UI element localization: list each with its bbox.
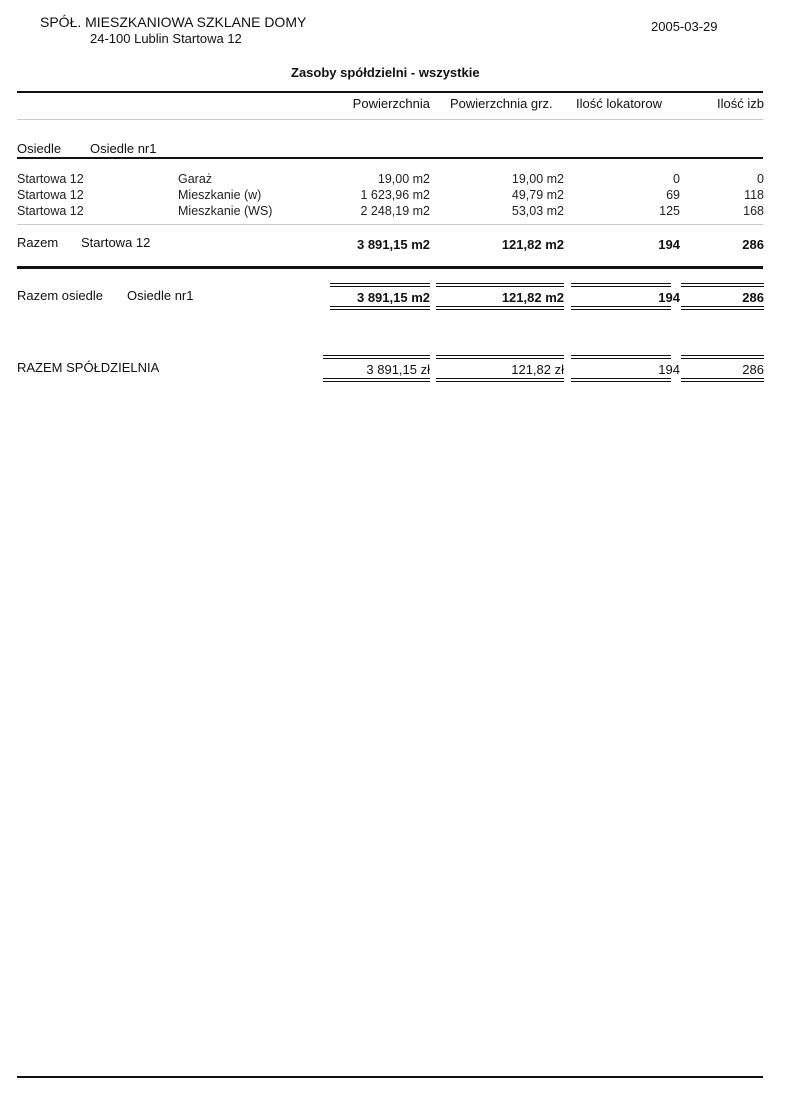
double-rule	[436, 283, 564, 287]
estate-name: Osiedle nr1	[90, 141, 157, 156]
column-header-heated-area: Powierzchnia grz.	[450, 96, 553, 111]
row-heated-area: 53,03 m2	[511, 204, 564, 218]
street-total-area: 3 891,15 m2	[356, 237, 430, 252]
row-rooms: 118	[744, 188, 764, 202]
header-top-rule	[17, 91, 763, 93]
street-total-tenants: 194	[658, 237, 680, 252]
company-address: 24-100 Lublin Startowa 12	[90, 31, 242, 46]
double-rule	[571, 378, 671, 382]
row-area: 1 623,96 m2	[360, 188, 430, 202]
double-rule	[681, 306, 764, 310]
street-total-label: Razem	[17, 235, 59, 250]
estate-total-heated-area: 121,82 m2	[501, 290, 564, 305]
street-total-rule	[17, 266, 763, 269]
estate-total-rooms: 286	[742, 290, 764, 305]
row-type: Mieszkanie (WS)	[178, 204, 273, 218]
estate-label: Osiedle	[17, 141, 62, 156]
double-rule	[436, 378, 564, 382]
row-area: 19,00 m2	[377, 172, 430, 186]
double-rule	[330, 306, 430, 310]
street-total-rooms: 286	[742, 237, 764, 252]
double-rule	[323, 378, 430, 382]
estate-total-tenants: 194	[658, 290, 680, 305]
street-total-heated-area: 121,82 m2	[501, 237, 564, 252]
coop-total-rooms: 286	[742, 362, 764, 377]
report-date: 2005-03-29	[651, 19, 718, 34]
double-rule	[323, 355, 430, 359]
company-name: SPÓŁ. MIESZKANIOWA SZKLANE DOMY	[40, 14, 307, 30]
row-street: Startowa 12	[17, 172, 84, 186]
double-rule	[436, 355, 564, 359]
double-rule	[571, 283, 671, 287]
coop-total-heated-area: 121,82 zł	[511, 362, 564, 377]
report-title: Zasoby spółdzielni - wszystkie	[291, 65, 480, 80]
double-rule	[681, 283, 764, 287]
row-tenants: 125	[659, 204, 680, 218]
estate-total-name: Osiedle nr1	[127, 288, 194, 303]
double-rule	[681, 378, 764, 382]
column-header-area: Powierzchnia	[352, 96, 430, 111]
column-header-tenants: Ilość lokatorow	[576, 96, 662, 111]
row-rooms: 168	[743, 204, 764, 218]
row-area: 2 248,19 m2	[360, 204, 430, 218]
row-tenants: 0	[673, 172, 680, 186]
double-rule	[436, 306, 564, 310]
double-rule	[571, 306, 671, 310]
row-heated-area: 19,00 m2	[511, 172, 564, 186]
rows-bottom-rule	[17, 224, 763, 225]
footer-rule	[17, 1076, 763, 1078]
coop-total-area: 3 891,15 zł	[366, 362, 430, 377]
estate-rule	[17, 157, 763, 159]
coop-total-tenants: 194	[658, 362, 680, 377]
header-bottom-rule	[17, 119, 763, 120]
row-tenants: 69	[666, 188, 680, 202]
row-rooms: 0	[757, 172, 764, 186]
double-rule	[330, 283, 430, 287]
row-type: Garaż	[178, 172, 213, 186]
estate-total-area: 3 891,15 m2	[356, 290, 430, 305]
double-rule	[571, 355, 671, 359]
column-header-rooms: Ilość izb	[717, 96, 764, 111]
row-street: Startowa 12	[17, 204, 84, 218]
row-heated-area: 49,79 m2	[511, 188, 564, 202]
street-total-name: Startowa 12	[81, 235, 151, 250]
coop-total-label: RAZEM SPÓŁDZIELNIA	[17, 360, 160, 375]
row-type: Mieszkanie (w)	[178, 188, 262, 202]
row-street: Startowa 12	[17, 188, 84, 202]
double-rule	[681, 355, 764, 359]
estate-total-label: Razem osiedle	[17, 288, 103, 303]
